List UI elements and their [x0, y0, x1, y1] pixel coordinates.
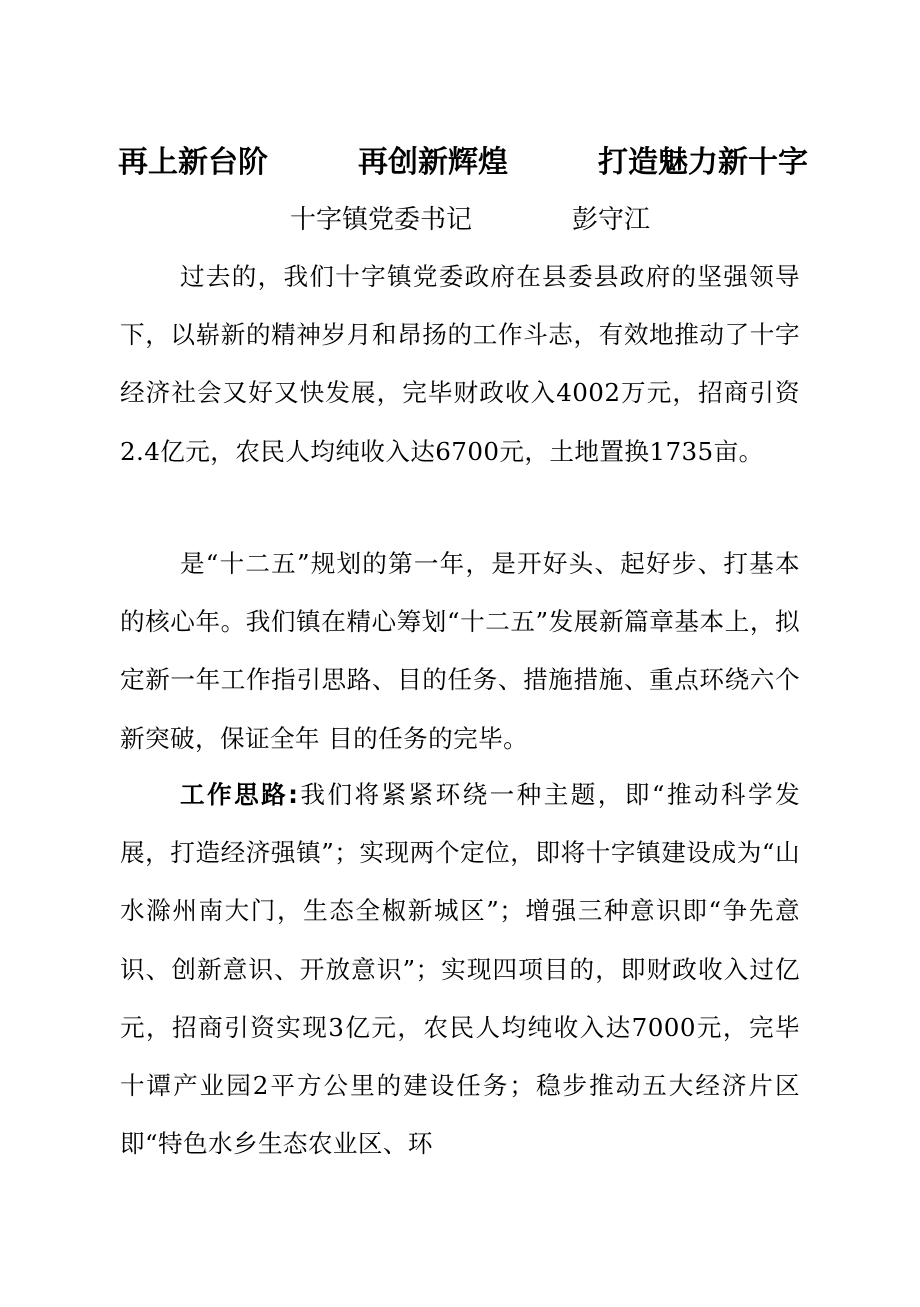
- paragraph-work-ideas: [120, 766, 800, 1173]
- document-title: [118, 140, 808, 186]
- author-title: 十字镇党委书记: [290, 205, 473, 235]
- title-part-1: 再上新台阶: [118, 145, 268, 180]
- title-part-3: 打造魅力新十字: [598, 145, 808, 180]
- paragraph-plan: 是“十二五”规划的第一年，是开好头、起好步、打基本的核心年。我们镇在精心筹划“十二五”发展新篇章基本上，拟定新一年工作指引思路、目的任务、措施措施、重点环绕六个新突破，保证全年 目的任务的完毕。: [120, 549, 800, 753]
- section-text: 我们将紧紧环绕一种主题，即“推动科学发展，打造经济强镇”；实现两个定位，即将十字镇建设成为“山水滁州南大门，生态全椒新城区”；增强三种意识即“争先意识、创新意识、开放意识”；实现四项目的，即财政收入过亿元，招商引资实现3亿元，农民人均纯收入达7000元，完毕十谭产业园2平方公里的建设任务；稳步推动五大经济片区即“特色水乡生态农业区、环: [120, 780, 800, 1159]
- author-name: 彭守江: [571, 205, 650, 235]
- author-line: [290, 200, 650, 240]
- title-part-2: 再创新辉煌: [358, 145, 508, 180]
- paragraph-review: 过去的，我们十字镇党委政府在县委县政府的坚强领导下，以崭新的精神岁月和昂扬的工作斗志，有效地推动了十字经济社会又好又快发展，完毕财政收入4002万元，招商引资2.4亿元，农民人均纯收入达6700元，土地置换1735亩。: [120, 262, 800, 466]
- section-lead: 工作思路:: [180, 780, 299, 809]
